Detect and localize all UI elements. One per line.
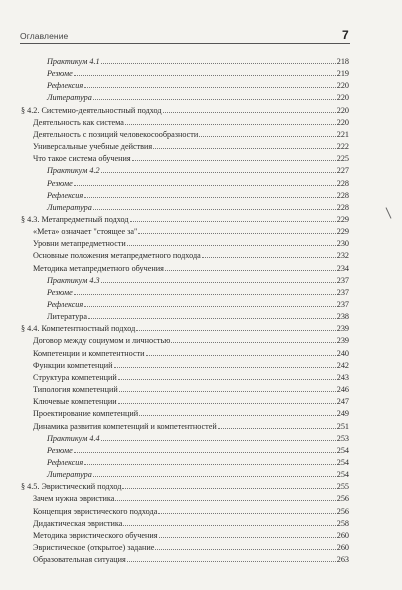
toc-entry-page: 225 [336,154,349,164]
toc-entry-line [47,287,349,299]
toc-entry-page: 227 [336,166,349,176]
toc-entry-page: 220 [336,105,349,115]
toc-entry-title: Проектирование компетенций [33,409,139,419]
toc-entry [0,542,402,554]
toc-entry-title: Рефлексия [47,300,84,309]
toc-entry-page: 242 [336,360,349,370]
toc-entry-line [33,396,349,408]
page-number: 7 [342,28,349,42]
dot-leader [202,250,336,258]
toc-entry-title: Практикум 4.2 [47,166,100,176]
toc-entry [0,348,402,360]
toc-entry [0,554,402,566]
toc-entry-title: § 4.2. Системно-деятельностный подход [21,105,162,115]
toc-entry [0,250,402,262]
toc-entry-line [21,214,349,226]
dot-leader [153,141,336,149]
toc-entry-title: Функции компетенций [33,360,113,370]
dot-leader [130,214,336,222]
toc-entry-line [33,141,349,153]
toc-entry-page: 254 [336,445,349,455]
toc-entry-page: 249 [336,409,349,419]
toc-entry [0,421,402,433]
toc-entry [0,469,402,481]
running-header [20,29,350,44]
toc-entry-page: 258 [336,518,349,528]
toc-entry [0,80,402,92]
toc-section [0,105,402,117]
toc-entry [0,287,402,299]
toc-entry-title: Резюме [47,178,73,188]
toc-entry [0,299,402,311]
toc-entry-title: Ключевые компетенции [33,397,117,407]
toc-entry-page: 230 [336,239,349,249]
toc-entry-page: 253 [336,433,349,443]
dot-leader [136,323,335,331]
toc-entry-line [33,493,349,505]
toc-entry-title: Дидактическая эвристика [33,518,123,528]
toc-entry [0,153,402,165]
toc-entry-line [33,384,349,396]
toc-entry-page: 237 [336,300,349,309]
toc-entry-line [33,335,349,347]
dot-leader [199,129,336,137]
toc-entry-page: 243 [336,372,349,382]
dot-leader [218,421,336,429]
toc-entry [0,238,402,250]
toc-entry-line [33,421,349,433]
toc-entry-line [21,323,349,335]
toc-entry-page: 228 [336,190,349,200]
dot-leader [84,190,336,198]
toc-entry [0,530,402,542]
dot-leader [84,457,336,465]
dot-leader [163,105,336,113]
dot-leader [74,287,336,295]
toc-entry [0,396,402,408]
toc-entry-line [47,311,349,323]
toc-entry-title: Универсальные учебные действия [33,142,153,152]
dot-leader [123,518,335,526]
dot-leader [171,335,335,343]
toc-entry-title: Резюме [47,69,73,79]
dot-leader [146,348,336,356]
toc-entry-title: Деятельность с позиций человекосообразности [33,129,199,139]
toc-entry-page: 251 [336,421,349,431]
toc-entry-title: Рефлексия [47,457,84,467]
toc-entry-line [47,457,349,469]
toc-entry [0,165,402,177]
toc-entry-line [33,372,349,384]
toc-entry-page: 232 [336,251,349,261]
toc-entry-line [47,92,349,104]
dot-leader [119,384,336,392]
header-title: Оглавление [20,31,69,41]
toc-entry-page: 256 [336,494,349,504]
dot-leader [101,275,336,283]
toc-entry [0,433,402,445]
toc-entry-page: 228 [336,178,349,188]
toc-entry-title: Литература [47,470,92,480]
toc-entry-line [33,518,349,530]
toc-entry [0,518,402,530]
dot-leader [84,299,336,307]
toc-entry-title: Типология компетенций [33,385,118,395]
toc-entry-title: Деятельность как система [33,117,124,127]
toc-entry-page: 239 [336,336,349,346]
toc-entry-title: Уровни метапредметности [33,239,126,249]
toc-entry-page: 254 [336,457,349,467]
toc-entry [0,493,402,505]
toc-entry-page: 260 [336,530,349,540]
toc-entry-title: § 4.4. Компетентностный подход [21,324,136,334]
toc-entry-line [21,481,349,493]
toc-entry [0,311,402,323]
dot-leader [114,360,336,368]
toc-entry-title: Структура компетенций [33,372,117,382]
toc-entry-page: 247 [336,397,349,407]
toc-entry [0,56,402,68]
toc-entry-title: «Мета» означает "стоящее за" [33,227,138,237]
toc-entry-line [33,506,349,518]
toc-entry-line [47,80,349,92]
toc-entry-page: 246 [336,385,349,395]
dot-leader [74,178,336,186]
toc-entry-page: 220 [336,117,349,127]
dot-leader [132,153,336,161]
toc-section [0,481,402,493]
toc-entry-title: Литература [47,202,92,212]
toc-entry-page: 255 [336,482,349,492]
toc-entry-line [47,433,349,445]
dot-leader [93,92,336,100]
toc-section [0,214,402,226]
toc-entry-title: § 4.5. Эвристический подход [21,482,122,492]
dot-leader [101,56,336,64]
toc-entry-line [47,469,349,481]
toc-entry-page: 260 [336,543,349,552]
dot-leader [165,263,336,271]
dot-leader [93,469,336,477]
toc-entry-line [33,129,349,141]
toc-entry-page: 222 [336,142,349,152]
toc-entry-page: 238 [336,312,349,322]
toc-entry [0,445,402,457]
dot-leader [127,238,336,246]
dot-leader [155,542,335,550]
dot-leader [115,493,335,501]
toc-entry [0,117,402,129]
toc-entry-title: Практикум 4.1 [47,57,100,66]
toc-entry-title: Рефлексия [47,81,84,91]
toc-entry-line [33,263,349,275]
dot-leader [138,226,335,234]
toc-entry-title: Литература [47,93,92,103]
toc-entry-line [47,178,349,190]
toc-entry [0,360,402,372]
dot-leader [122,481,335,489]
toc-entry-page: 263 [336,555,349,565]
dot-leader [139,408,336,416]
toc-entry-page: 234 [336,263,349,273]
toc-entry-line [33,554,349,566]
dot-leader [84,80,336,88]
toc-entry [0,178,402,190]
toc-entry-title: Зачем нужна эвристика [33,494,115,504]
toc-entry-page: 254 [336,470,349,480]
toc-entry-title: Что такое система обучения [33,154,131,164]
toc-entry [0,68,402,80]
toc-entry-title: Практикум 4.4 [47,433,100,443]
toc-entry-page: 239 [336,324,349,334]
toc-entry-page: 240 [336,348,349,358]
toc-entry-page: 229 [336,214,349,224]
dot-leader [159,530,336,538]
dot-leader [125,117,336,125]
toc-entry-title: Договор между социумом и личностью [33,336,171,346]
dot-leader [88,311,336,319]
toc-entry-line [47,275,349,287]
toc-entry [0,457,402,469]
toc-entry-line [33,250,349,262]
toc-entry [0,226,402,238]
toc-entry-title: Основные положения метапредметного подхода [33,251,201,261]
toc-entry-page: 220 [336,81,349,91]
toc-entry-line [33,348,349,360]
toc-entry-page: 237 [336,275,349,285]
toc-section [0,323,402,335]
toc-entry-page: 221 [336,129,349,139]
toc-entry [0,372,402,384]
toc-entry [0,202,402,214]
dot-leader [93,202,336,210]
toc-entry-line [33,226,349,238]
toc-entry [0,506,402,518]
dot-leader [74,445,336,453]
toc-entry [0,129,402,141]
toc-entry-title: Методика метапредметного обучения [33,263,164,273]
dot-leader [118,396,336,404]
toc-entry [0,141,402,153]
toc-entry-line [33,542,349,554]
dot-leader [74,68,336,76]
toc-entry [0,190,402,202]
toc-entry-line [33,238,349,250]
toc-entry-line [21,105,349,117]
dot-leader [118,372,336,380]
toc-entry-title: Эвристическое (открытое) задание [33,543,155,552]
toc-entry [0,92,402,104]
toc-entry-page: 228 [336,202,349,212]
toc-entry-title: § 4.3. Метапредметный подход [21,214,129,224]
toc-entry [0,275,402,287]
toc-entry-page: 229 [336,227,349,237]
toc-entry-title: Резюме [47,287,73,297]
toc-entry-page: 220 [336,93,349,103]
toc-entry-line [47,445,349,457]
toc-entry-line [33,117,349,129]
dot-leader [101,433,336,441]
toc-entry-line [33,153,349,165]
dot-leader [101,165,336,173]
toc-entry-page: 219 [336,69,349,79]
toc-entry [0,263,402,275]
toc-entry-page: 237 [336,287,349,297]
toc-entry-line [47,202,349,214]
dot-leader [158,506,335,514]
toc-entry-line [47,165,349,177]
toc-entry-title: Литература [47,312,87,322]
toc-entry-page: 218 [336,57,349,66]
toc-entry [0,335,402,347]
toc-entry-title: Компетенции и компетентности [33,348,145,358]
toc-entry-title: Концепция эвристического подхода [33,506,158,516]
toc-entry-line [47,56,349,68]
toc-entry-line [33,360,349,372]
toc-entry-line [47,299,349,311]
toc-entry [0,408,402,420]
toc-entry-line [33,530,349,542]
toc-entry-line [33,408,349,420]
toc-entry-line [47,190,349,202]
toc-entry-title: Резюме [47,445,73,455]
toc-entry-title: Образовательная ситуация [33,555,126,565]
toc-entry-title: Методика эвристического обучения [33,530,158,540]
toc-entry-title: Рефлексия [47,190,84,200]
toc-entry [0,384,402,396]
toc-entry-title: Практикум 4.3 [47,275,100,285]
toc-entry-line [47,68,349,80]
dot-leader [127,554,336,562]
toc-entry-page: 256 [336,506,349,516]
toc-entry-title: Динамика развития компетенций и компетентностей [33,421,217,431]
